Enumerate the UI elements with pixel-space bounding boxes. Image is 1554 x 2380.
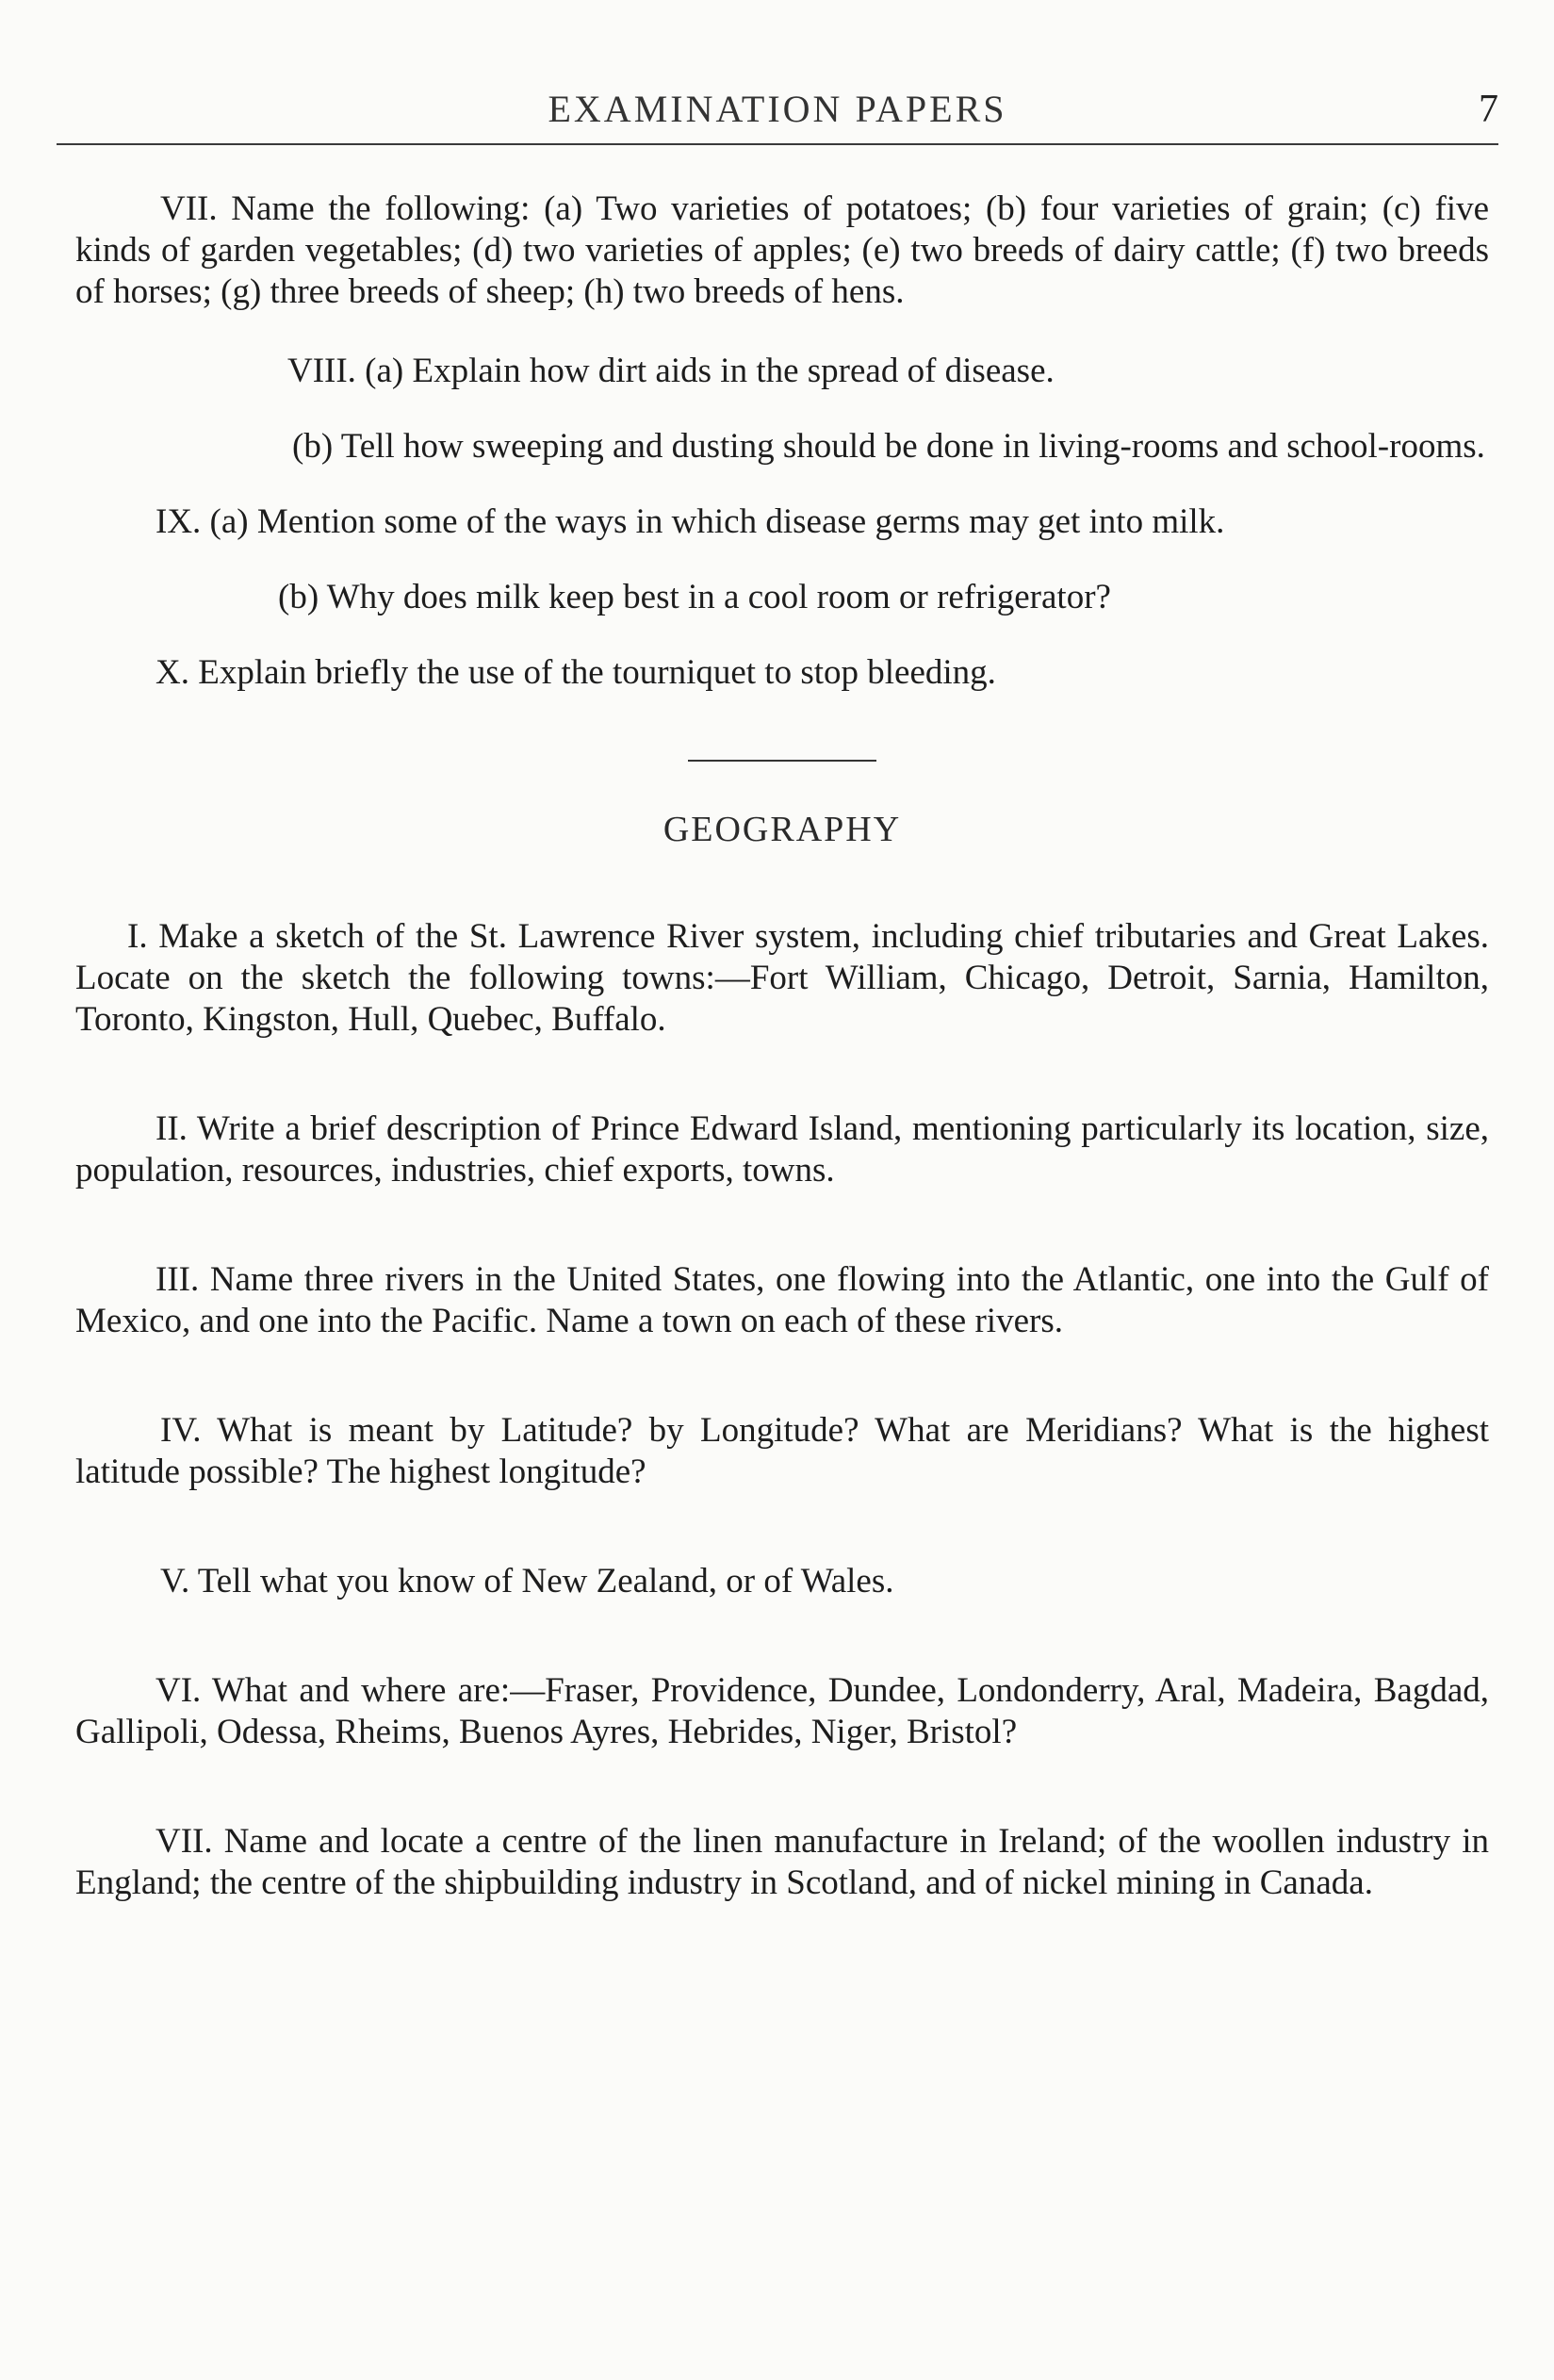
running-title: EXAMINATION PAPERS: [548, 88, 1007, 130]
geography-question-iii: III. Name three rivers in the United States, one flowing into the Atlantic, one into the Gulf of Mexico, and one into the Pacific. Name a town on each of these rivers.: [75, 1260, 1489, 1340]
geography-question-vii: VII. Name and locate a centre of the linen manufacture in Ireland; of the woollen industry in England; the centre of the shipbuilding industry in Scotland, and of nickel mining in Canada.: [75, 1822, 1489, 1902]
section-title-geography: GEOGRAPHY: [662, 810, 902, 849]
question-x: X. Explain briefly the use of the tourniquet to stop bleeding.: [155, 653, 996, 692]
question-ix-a: IX. (a) Mention some of the ways in which disease germs may get into milk.: [155, 502, 1225, 541]
geography-question-v: V. Tell what you know of New Zealand, or of Wales.: [160, 1562, 894, 1600]
question-ix-b: (b) Why does milk keep best in a cool room or refrigerator?: [278, 578, 1111, 616]
geography-question-iv: IV. What is meant by Latitude? by Longitude? What are Meridians? What is the highest latitude possible? The highest longitude?: [75, 1411, 1489, 1491]
page-number: 7: [1479, 88, 1498, 131]
section-divider: [688, 760, 876, 762]
geography-question-ii: II. Write a brief description of Prince Edward Island, mentioning particularly its location, size, population, resources, industries, chief exports, towns.: [75, 1109, 1489, 1190]
page-header: [57, 87, 1498, 145]
question-viii-b: (b) Tell how sweeping and dusting should be done in living-rooms and school-rooms.: [292, 427, 1485, 466]
question-vii-hygiene: VII. Name the following: (a) Two varieties of potatoes; (b) four varieties of grain; (c) five kinds of garden vegetables; (d) two varieties of apples; (e) two breeds of dairy cattle; (f) two breeds of horses; (g) three breeds of sheep; (h) two breeds of hens.: [75, 189, 1489, 311]
page-body: [75, 189, 1489, 1972]
geography-question-vi: VI. What and where are:—Fraser, Providence, Dundee, Londonderry, Aral, Madeira, Bagdad, Gallipoli, Odessa, Rheims, Buenos Ayres, Hebrides, Niger, Bristol?: [75, 1671, 1489, 1751]
question-viii-a: VIII. (a) Explain how dirt aids in the spread of disease.: [287, 352, 1055, 390]
geography-question-i: I. Make a sketch of the St. Lawrence River system, including chief tributaries and Great Lakes. Locate on the sketch the following towns:—Fort William, Chicago, Detroit, Sarnia, Hamilton, Toronto, Kingston, Hull, Quebec, Buffalo.: [75, 917, 1489, 1039]
